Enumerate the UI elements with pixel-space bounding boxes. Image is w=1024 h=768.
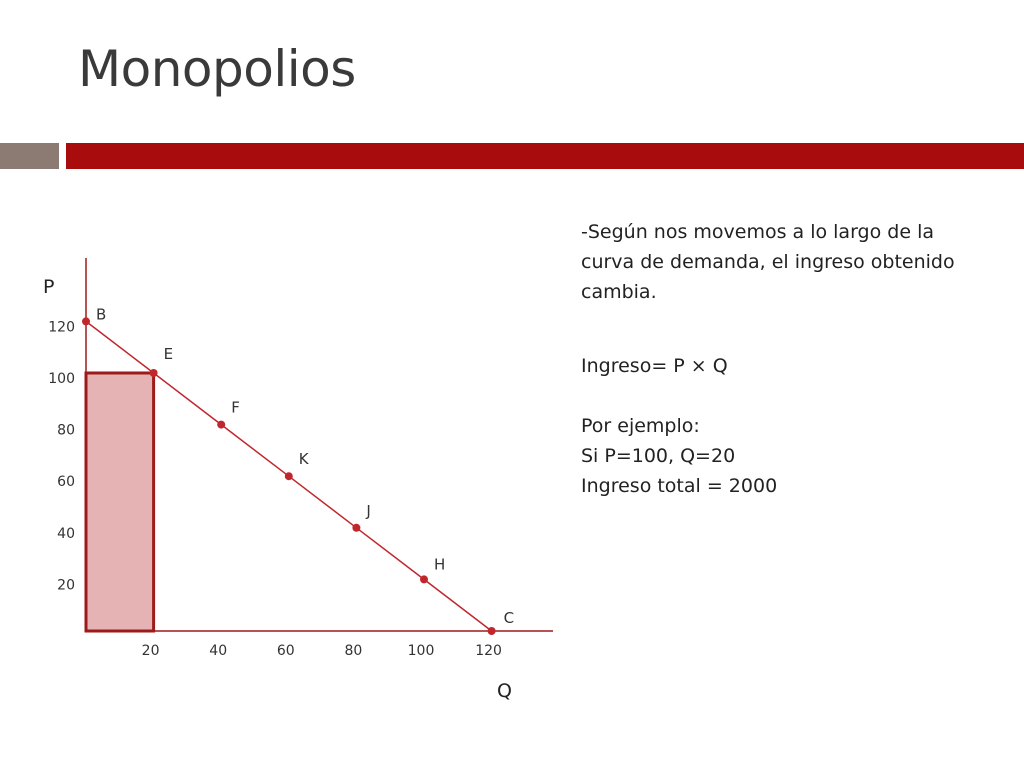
x-tick-label: 20	[141, 643, 160, 659]
example-heading: Por ejemplo:	[581, 415, 700, 437]
revenue-formula: Ingreso= P × Q	[581, 355, 728, 377]
point-label-b: B	[96, 305, 107, 324]
example-result: Ingreso total = 2000	[581, 475, 778, 497]
point-label-h: H	[434, 555, 446, 574]
x-tick-label: 60	[276, 643, 295, 659]
x-tick-label: 100	[407, 643, 435, 659]
curve-point-k	[285, 472, 293, 480]
example-values: Si P=100, Q=20	[581, 445, 736, 467]
point-label-c: C	[503, 609, 515, 627]
y-tick-label: 120	[48, 319, 75, 336]
intro-text: -Según nos movemos a lo largo de la curva de demanda, el ingreso obtenido cambia.	[581, 221, 955, 303]
x-axis-title: Q	[497, 680, 512, 702]
explanation-panel	[581, 217, 981, 501]
point-label-k: K	[298, 450, 309, 469]
slide-title: Monopolios	[78, 40, 356, 98]
x-tick-label: 80	[344, 643, 363, 659]
y-tick-label: 40	[57, 525, 75, 542]
point-label-j: J	[366, 501, 371, 520]
curve-point-j	[352, 524, 360, 532]
revenue-rectangle	[86, 373, 154, 631]
point-label-f: F	[231, 398, 240, 417]
x-tick-label: 40	[209, 643, 228, 659]
y-axis-title: P	[43, 276, 55, 298]
curve-point-f	[217, 421, 225, 429]
y-tick-label: 20	[57, 577, 75, 594]
curve-point-h	[420, 575, 428, 583]
curve-point-e	[150, 369, 158, 377]
x-tick-label: 120	[475, 643, 502, 659]
y-tick-label: 100	[48, 371, 75, 387]
y-tick-label: 80	[57, 422, 75, 439]
curve-point-b	[82, 317, 90, 325]
curve-point-c	[488, 627, 496, 635]
y-tick-label: 60	[57, 474, 75, 491]
point-label-e: E	[163, 345, 174, 363]
